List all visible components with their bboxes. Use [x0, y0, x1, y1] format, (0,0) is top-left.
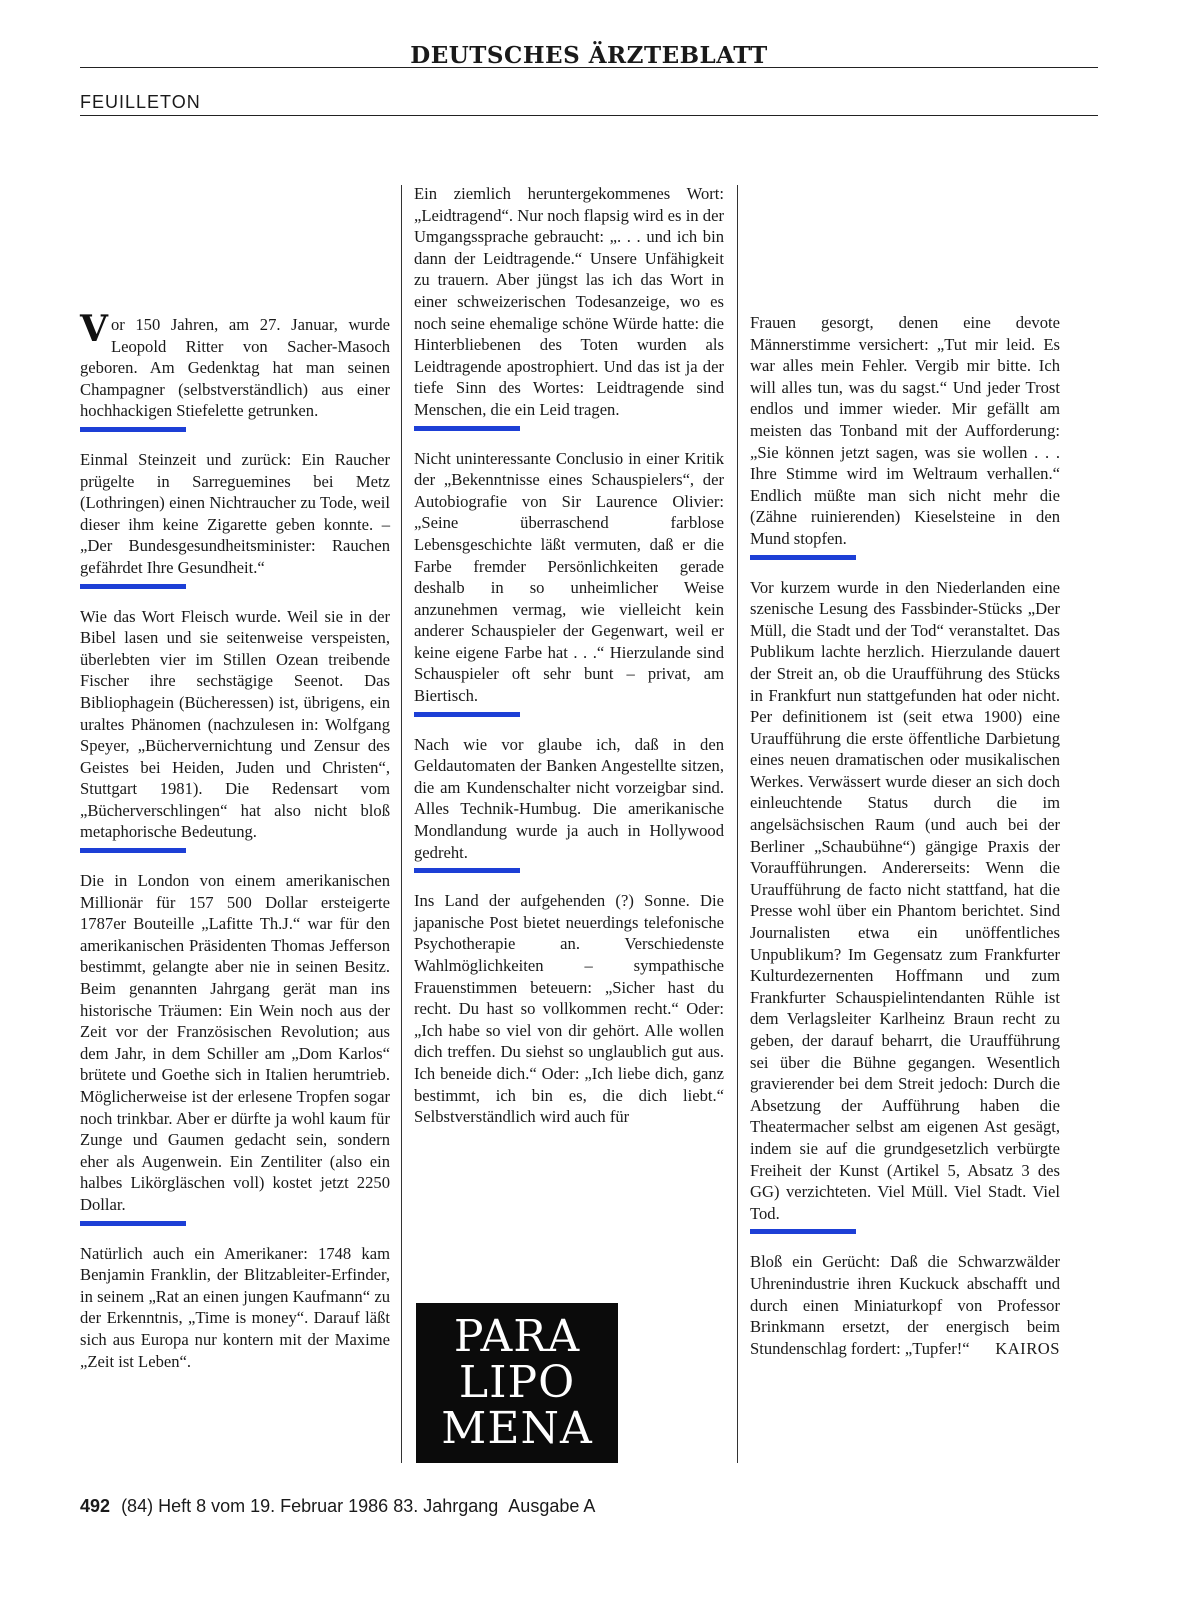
edition-label: Ausgabe A — [508, 1496, 596, 1516]
logo-line: PARA — [453, 1311, 581, 1362]
separator — [80, 427, 186, 432]
column-divider — [737, 185, 738, 1463]
paragraph: Wie das Wort Fleisch wurde. Weil sie in der Bibel lasen und sie seitenweise verspeisten, überlebten vier im Stillen Ozean treibende Fischer ihre sechstägige Seenot. Das Bibliophagein (Bücheressen) ist, übrigens, ein uraltes Phänomen (nachzulesen in: Wolfgang Speyer, „Büchervernichtung und Zensur des Geistes bei Heiden, Juden und Christen“, Stuttgart 1981). Die Redensart vom „Bücherverschlingen“ hat also nicht bloß metaphorische Bedeutung. — [80, 606, 390, 842]
paragraph: Frauen gesorgt, denen eine devote Männerstimme versichert: „Tut mir leid. Es war alles mein Fehler. Vergib mir bitte. Ich will alles tun, was du sagst.“ Und jeder Trost endlos und immer wieder. Mir gefällt am meisten das Tonband mit der Aufforderung: „Sie können jetzt sagen, was sie wollen . . . Ihre Stimme wird im Weltraum verhallen.“ Endlich müßte man sich nicht mehr die (Zähne ruinierenden) Kieselsteine in den Mund stopfen. — [750, 313, 1060, 548]
logo-line: MENA — [441, 1403, 593, 1454]
paragraph: Die in London von einem amerikanischen Millionär für 157 500 Dollar ersteigerte 1787er Bouteille „Lafitte Th.J.“ war für den amerikanischen Präsidenten Thomas Jefferson bestimmt, gelangte aber nie in seinen Besitz. Beim genannten Jahrgang gerät man ins historische Träumen: Ein Wein noch aus der Zeit vor der Französischen Revolution; aus dem Jahr, in dem Schiller am „Dom Karlos“ brütete und Goethe sich in Italien herumtrieb. Möglicherweise ist der erlesene Tropfen sogar noch trinkbar. Aber er dürfte ja wohl kaum für Zunge und Gaumen gedacht sein, sondern eher als Augenwein. Ein Zentiliter (also ein halbes Likörgläschen voll) kostet jetzt 2250 Dollar. — [80, 871, 390, 1214]
page-number: 492 — [80, 1496, 111, 1516]
masthead: DEUTSCHES ÄRZTEBLATT — [410, 42, 768, 69]
paragraph: Nach wie vor glaube ich, daß in den Geldautomaten der Banken Angestellte sitzen, die am Kundenschalter nicht vorzeigbar sind. Alles Technik-Humbug. Die amerikanische Mondlandung wurde ja auch in Hollywood gedreht. — [414, 734, 724, 862]
column-3 — [750, 312, 1060, 1359]
paragraph: Natürlich auch ein Amerikaner: 1748 kam Benjamin Franklin, der Blitzableiter-Erfinder, in seinem „Rat an einen jungen Kaufmann“ zu der Erkenntnis, „Time is money“. Darauf läßt sich aus Europa nur kontern mit der Maxime „Zeit ist Leben“. — [80, 1243, 390, 1371]
paragraph: Vor kurzem wurde in den Niederlanden eine szenische Lesung des Fassbinder-Stücks „Der Müll, die Stadt und der Tod“ veranstaltet. Das Publikum lachte herzlich. Hierzulande dauert der Streit an, ob die Uraufführung des Stücks in Frankfurt nun stattgefunden hat oder nicht. Per definitionem ist (seit etwa 1900) eine Uraufführung die erste öffentliche Darbietung eines neuen dramatischen oder musikalischen Werkes. Verwässert wurde dieser an sich doch einleuchtende Status durch die im angelsächsischen Raum (und auch bei der Berliner „Schaubühne“) gängige Praxis der Voraufführungen. Andererseits: Wenn die Uraufführung de facto nicht stattfand, hat die Presse wohl über ein Phantom berichtet. Sind Journalisten etwa ein unöffentliches Unpublikum? Im Gegensatz zum Frankfurter Kulturdezernenten Hoffmann und zum Frankfurter Schauspielintendanten Rühle ist dem Verlagsleiter Karlheinz Braun recht zu geben, der darauf beharrt, die Uraufführung sei über die Bühne gegangen. Wesentlich gravierender bei dem Streit jedoch: Durch die Absetzung der Aufführung haben die Theatermacher selbst am eigenen Ast gesägt, indem sie auf die grundgesetzlich verbürgte Freiheit der Kunst (Artikel 5, Absatz 3 des GG) verzichteten. Viel Müll. Viel Stadt. Viel Tod. — [750, 577, 1060, 1223]
masthead-rule — [80, 67, 1098, 68]
paralipomena-logo — [416, 1303, 618, 1463]
separator — [414, 868, 520, 873]
paragraph: Nicht uninteressante Conclusio in einer Kritik der „Bekenntnisse eines Schauspielers“, der Autobiografie von Sir Laurence Olivier: „Seine überraschend farblose Lebensgeschichte läßt vermuten, daß er die Farbe fremder Persönlichkeiten gerade deshalb in so unheimlicher Weise anzunehmen vermag, wie vielleicht kein anderer Schauspieler der Gegenwart, weil er keine eigene Farbe hat . . .“ Hierzulande sind Schauspieler oft sehr bunt – privat, am Biertisch. — [414, 448, 724, 706]
paragraph — [80, 308, 390, 422]
separator — [750, 1229, 856, 1234]
paragraph: Ein ziemlich heruntergekommenes Wort: „Leidtragend“. Nur noch flapsig wird es in der Umgangssprache gebraucht: „. . . und ich bin dann der Leidtragende.“ Unsere Unfähigkeit zu trauern. Aber jüngst las ich das Wort in einer schweizerischen Todesanzeige, wo es noch seine ehemalige schöne Würde hatte: die Hinterbliebenen des Toten wurden als Leidtragende apostrophiert. Und das ist ja der tiefe Sinn des Wortes: Leidtragende sind Menschen, die ein Leid tragen. — [414, 184, 724, 419]
paragraph: Einmal Steinzeit und zurück: Ein Raucher prügelte in Sarreguemines bei Metz (Lothringen) einen Nichtraucher zu Tode, weil dieser ihm keine Zigarette geben konnte. – „Der Bundesgesundheitsminister: Rauchen gefährdet Ihre Gesundheit.“ — [80, 449, 390, 577]
paragraph-text: Bloß ein Gerücht: Daß die Schwarzwälder Uhrenindustrie ihren Kuckuck abschafft und durch einen Miniaturkopf von Professor Brinkmann ersetzt, der energisch beim Stundenschlag fordert: „Tupfer!“ — [750, 1252, 1060, 1358]
issue-info: (84) Heft 8 vom 19. Februar 1986 83. Jahrgang — [121, 1496, 499, 1516]
section-rule — [80, 115, 1098, 116]
author-signature: KAIROS — [995, 1338, 1060, 1358]
separator — [750, 555, 856, 560]
section-label: FEUILLETON — [80, 92, 201, 112]
paragraph-text: or 150 Jahren, am 27. Januar, wurde Leopold Ritter von Sacher-Masoch geboren. Am Gedenktag hat man seinen Champagner (selbstverständlich) aus einer hochhackigen Stiefelette getrunken. — [80, 315, 390, 421]
separator — [80, 584, 186, 589]
paragraph: Ins Land der aufgehenden (?) Sonne. Die japanische Post bietet neuerdings telefonische Psychotherapie an. Verschiedenste Wahlmöglichkeiten – sympathische Frauenstimmen beteuern: „Sicher hast du recht. Du hast so vollkommen recht.“ Oder: „Ich habe so viel von dir gehört. Alle wollen dich treffen. Du siehst so unglaublich gut aus. Ich beneide dich.“ Oder: „Ich liebe dich, ganz bestimmt, ich bin es, die dich liebt.“ Selbstverständlich wird auch für — [414, 891, 724, 1127]
separator — [414, 712, 520, 717]
separator — [414, 426, 520, 431]
column-2 — [414, 183, 724, 1128]
column-1 — [80, 308, 390, 1372]
footer — [80, 1496, 601, 1517]
separator — [80, 1221, 186, 1226]
separator — [80, 848, 186, 853]
drop-cap: V — [80, 308, 108, 350]
logo-line: LIPO — [458, 1357, 576, 1408]
column-divider — [401, 185, 402, 1463]
paragraph — [750, 1251, 1060, 1359]
